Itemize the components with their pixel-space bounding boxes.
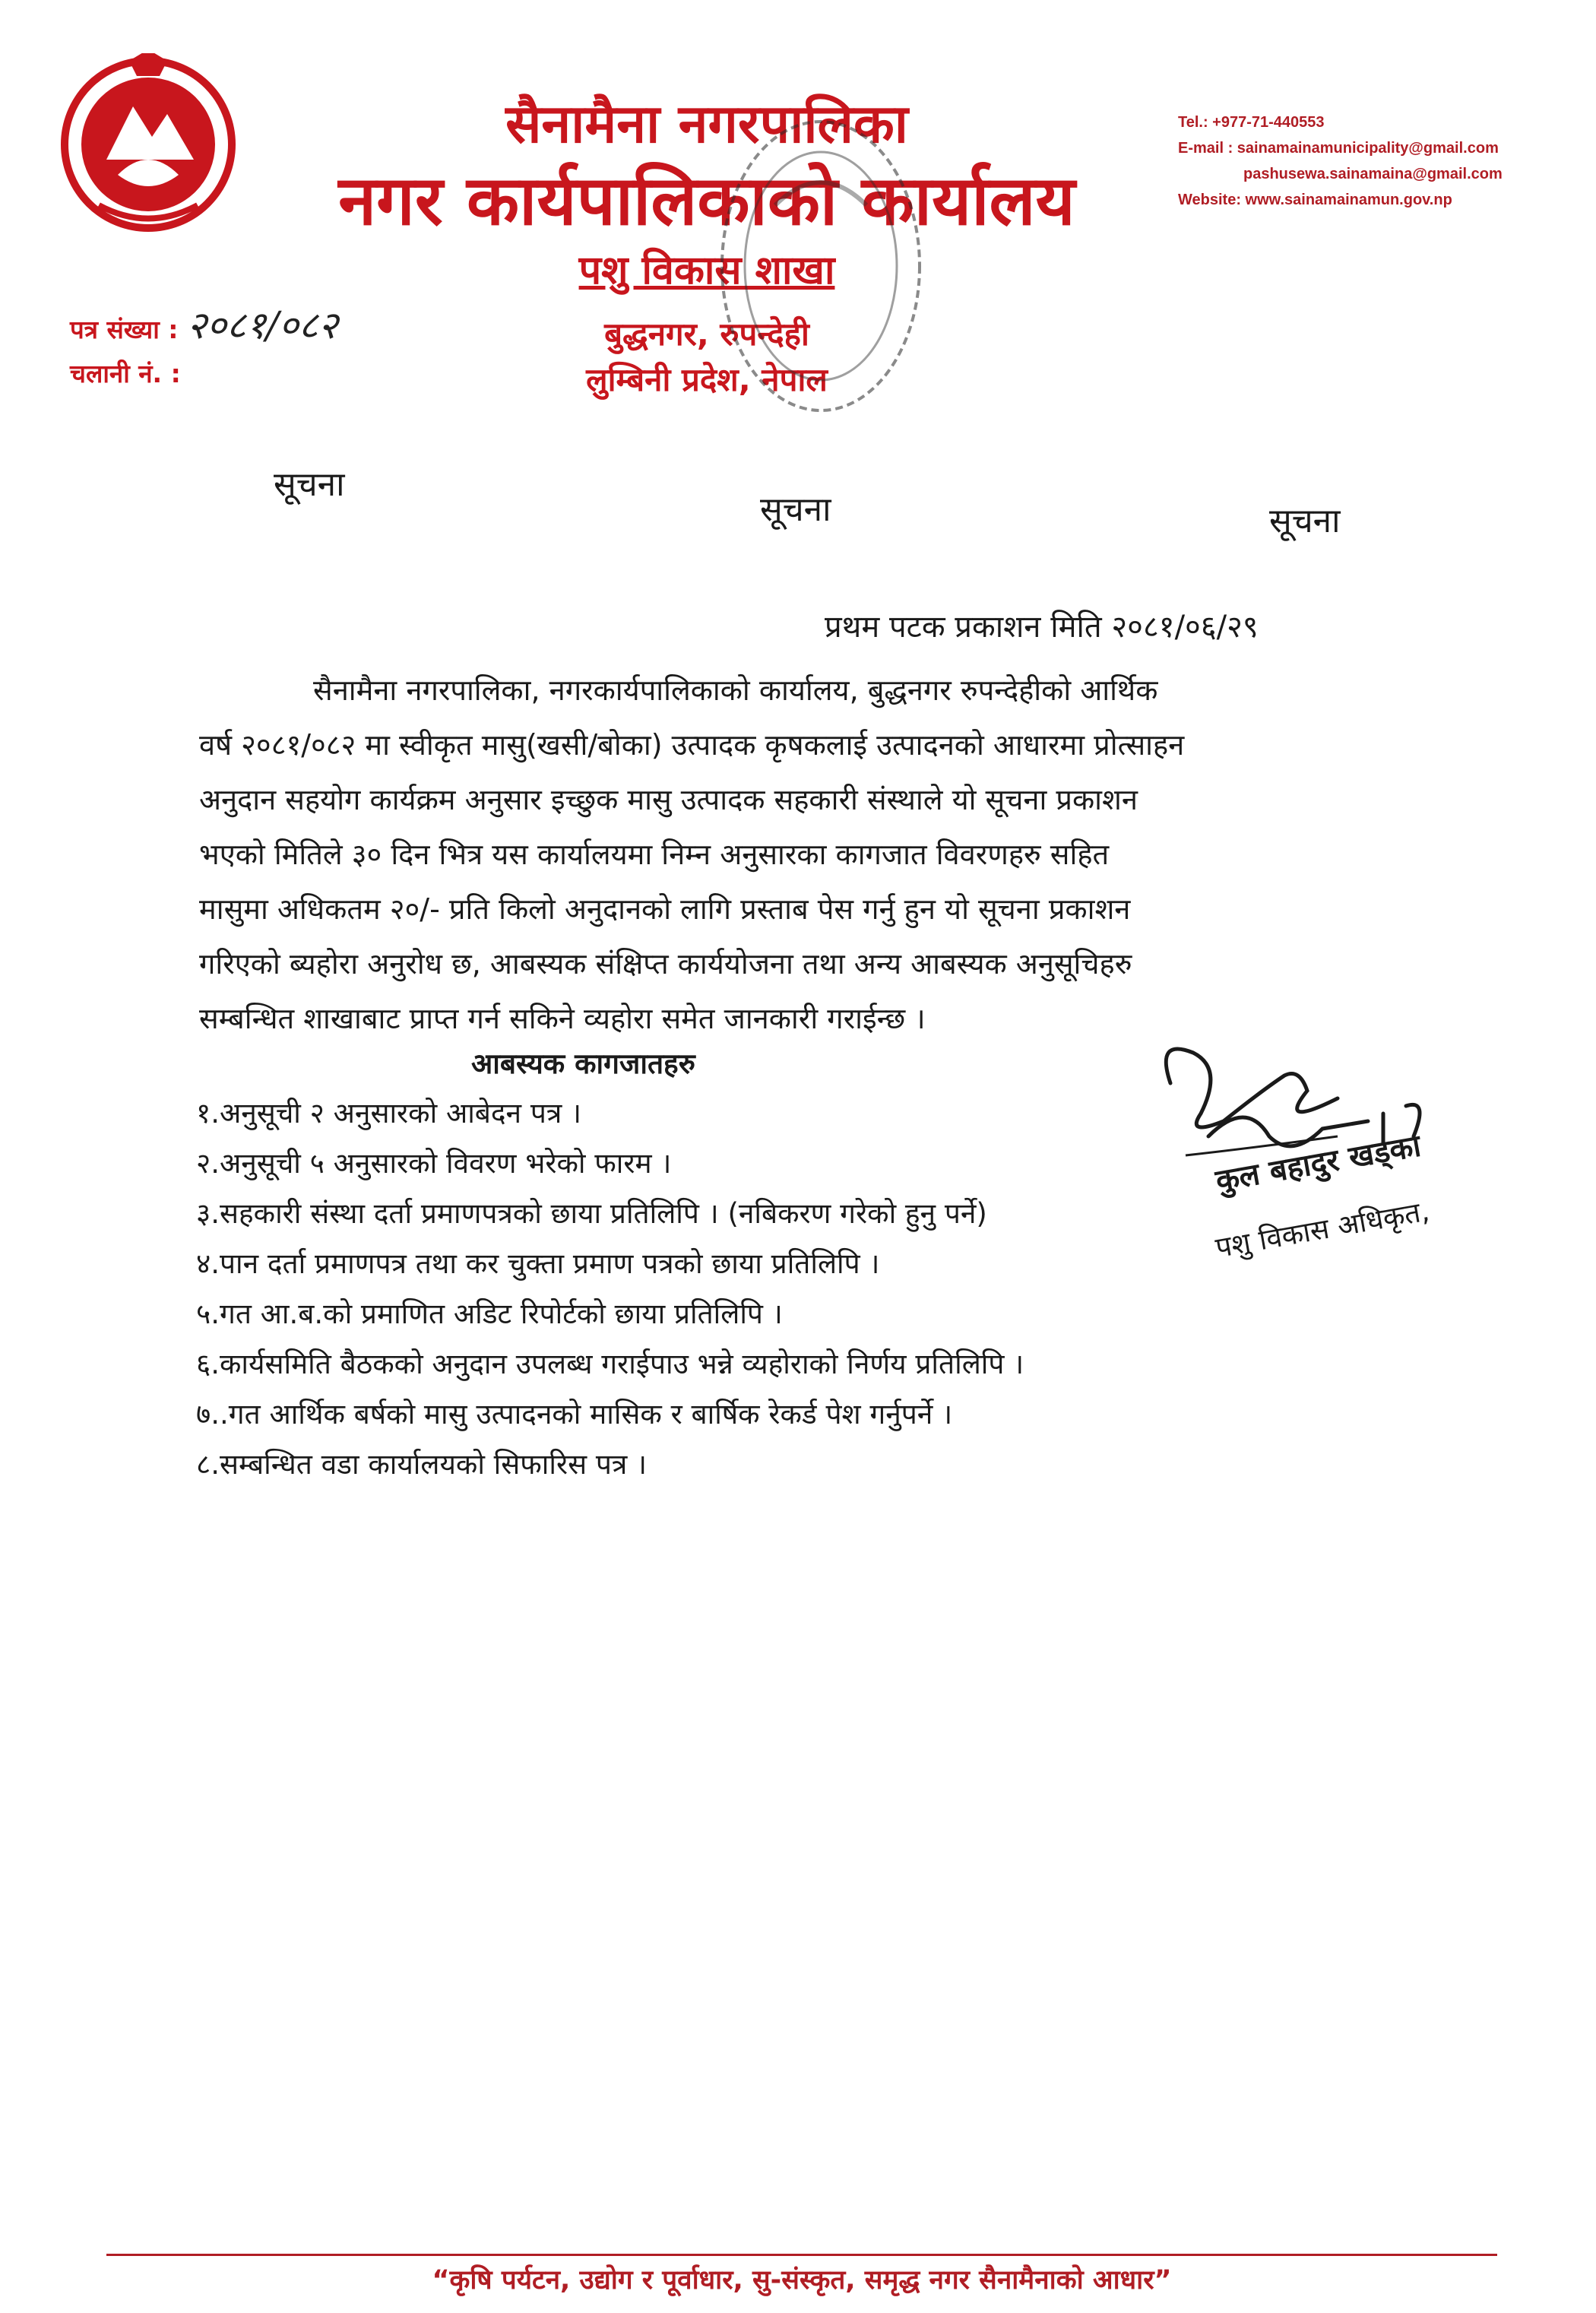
body-line: गरिएको ब्यहोरा अनुरोध छ, आबस्यक संक्षिप्त कार्ययोजना तथा अन्य आबस्यक अनुसूचिहरु <box>199 947 1132 981</box>
office-name: नगर कार्यपालिकाको कार्यालय <box>338 161 1075 241</box>
contact-email-secondary: pashusewa.sainamaina@gmail.com <box>1243 166 1503 182</box>
notice-body <box>199 663 1446 1046</box>
letter-number-value: २०८१/०८२ <box>186 303 338 347</box>
dispatch-number-label: चलानी नं. : <box>70 359 181 388</box>
contact-block <box>1178 109 1503 213</box>
notice-title-right: सूचना <box>1269 502 1341 540</box>
signatory-designation: पशु विकास अधिकृत, <box>1213 1194 1432 1265</box>
requirement-item: ४.पान दर्ता प्रमाणपत्र तथा कर चुक्ता प्रमाण पत्रको छाया प्रतिलिपि । <box>196 1247 880 1280</box>
body-line: मासुमा अधिकतम २०/- प्रति किलो अनुदानको लागि प्रस्ताब पेस गर्नु हुन यो सूचना प्रकाशन <box>199 892 1131 926</box>
contact-tel: Tel.: +977-71-440553 <box>1178 114 1325 131</box>
letter-number-row <box>70 298 338 350</box>
contact-email-primary: E-mail : sainamainamunicipality@gmail.com <box>1178 140 1499 157</box>
nepal-emblem-icon <box>53 53 243 236</box>
publication-date: प्रथम पटक प्रकाशन मिति २०८१/०६/२९ <box>825 610 1259 645</box>
requirement-item: ६.कार्यसमिति बैठकको अनुदान उपलब्ध गराईपाउ भन्ने व्यहोराको निर्णय प्रतिलिपि । <box>196 1348 1024 1380</box>
requirement-item: ७..गत आर्थिक बर्षको मासु उत्पादनको मासिक र बार्षिक रेकर्ड पेश गर्नुपर्ने । <box>196 1398 953 1431</box>
contact-website: Website: www.sainamainamun.gov.np <box>1178 192 1452 208</box>
requirements-list <box>196 1088 1024 1490</box>
requirement-item: ५.गत आ.ब.को प्रमाणित अडिट रिपोर्टको छाया प्रतिलिपि । <box>196 1297 783 1330</box>
branch-name: पशु विकास शाखा <box>578 248 835 293</box>
letter-number-label: पत्र संख्या : <box>70 315 179 344</box>
body-line: भएको मितिले ३० दिन भित्र यस कार्यालयमा निम्न अनुसारका कागजात विवरणहरु सहित <box>199 838 1110 871</box>
notice-title-center: सूचना <box>760 490 831 529</box>
requirement-item: ३.सहकारी संस्था दर्ता प्रमाणपत्रको छाया प्रतिलिपि । (नबिकरण गरेको हुनु पर्ने) <box>196 1197 987 1230</box>
body-line: सम्बन्धित शाखाबाट प्राप्त गर्न सकिने व्यहोरा समेत जानकारी गराईन्छ । <box>199 1002 926 1035</box>
requirement-item: १.अनुसूची २ अनुसारको आबेदन पत्र । <box>196 1097 582 1130</box>
municipality-name: सैनामैना नगरपालिका <box>505 93 908 155</box>
body-line: सैनामैना नगरपालिका, नगरकार्यपालिकाको कार्यालय, बुद्धनगर रुपन्देहीको आर्थिक <box>313 673 1158 707</box>
signatory-name: कुल बहादुर खड्का <box>1213 1128 1423 1199</box>
requirement-item: ८.सम्बन्धित वडा कार्यालयको सिफारिस पत्र । <box>196 1448 648 1481</box>
address-line-1: बुद्धनगर, रुपन्देही <box>604 315 809 353</box>
footer-divider <box>106 2254 1497 2256</box>
notice-title-left: सूचना <box>274 465 345 504</box>
office-stamp-icon <box>707 114 935 418</box>
address-line-2: लुम्बिनी प्रदेश, नेपाल <box>586 361 828 398</box>
body-line: वर्ष २०८१/०८२ मा स्वीकृत मासु(खसी/बोका) उत्पादक कृषकलाई उत्पादनको आधारमा प्रोत्साहन <box>199 728 1185 762</box>
requirement-item: २.अनुसूची ५ अनुसारको विवरण भरेको फारम । <box>196 1147 672 1180</box>
body-line: अनुदान सहयोग कार्यक्रम अनुसार इच्छुक मासु उत्पादक सहकारी संस्थाले यो सूचना प्रकाशन <box>199 783 1138 816</box>
requirements-title: आबस्यक कागजातहरु <box>471 1047 695 1080</box>
footer-motto: “कृषि पर्यटन, उद्योग र पूर्वाधार, सु-संस्कृत, समृद्ध नगर सैनामैनाको आधार” <box>432 2265 1172 2296</box>
